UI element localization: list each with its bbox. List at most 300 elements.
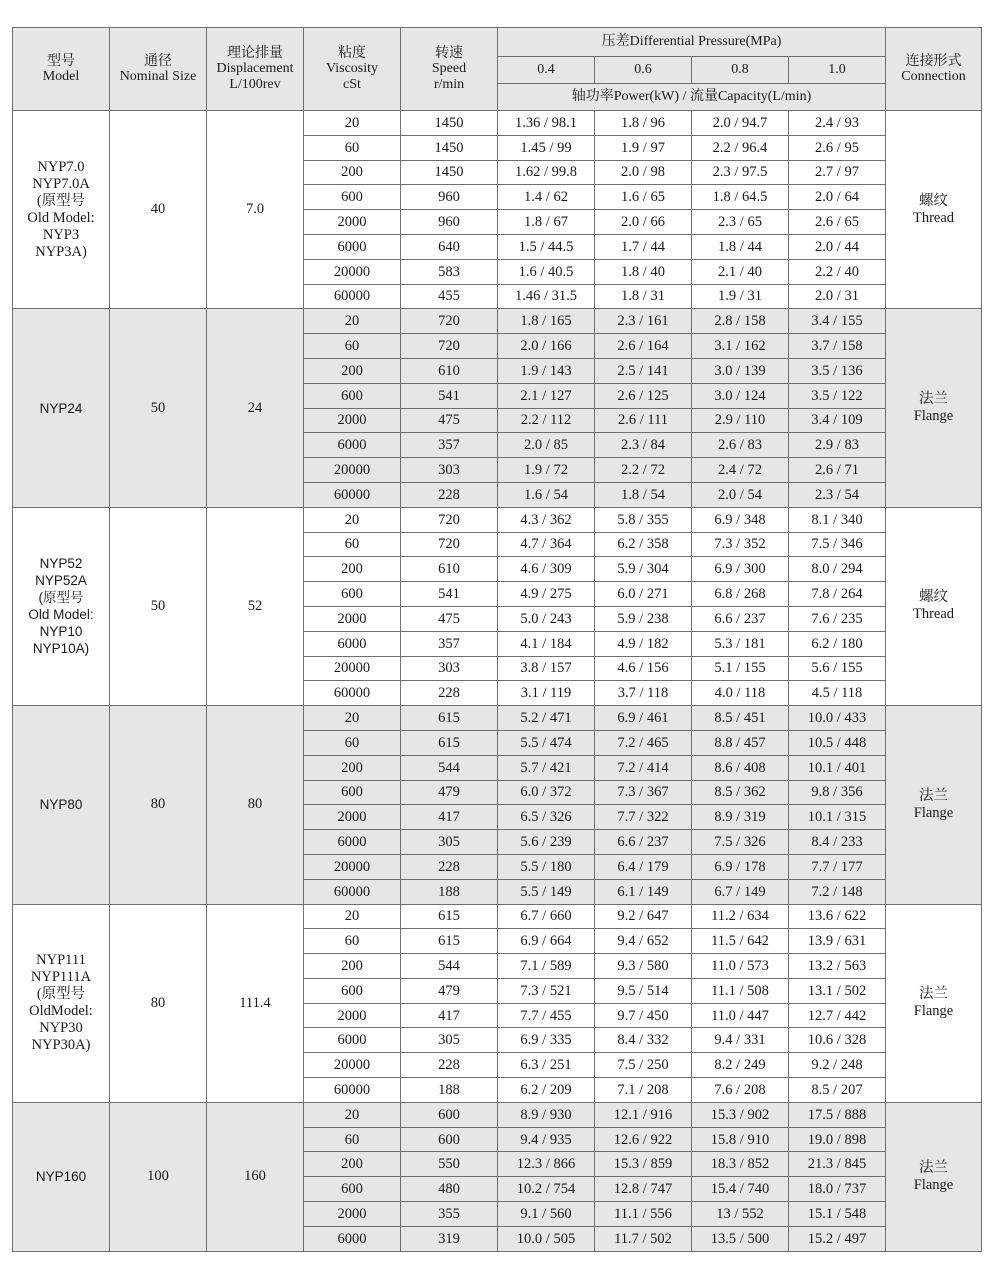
nominal-size-cell: 40 <box>110 111 207 309</box>
model-line: NYP10 <box>39 624 83 640</box>
value-cell-0.4: 4.6 / 309 <box>498 557 595 582</box>
viscosity-cell: 60000 <box>304 879 401 904</box>
header-differential-pressure: 压差Differential Pressure(MPa) <box>498 28 886 57</box>
value-cell-1.0: 13.9 / 631 <box>789 929 886 954</box>
value-cell-0.4: 5.2 / 471 <box>498 706 595 731</box>
value-cell-1.0: 7.6 / 235 <box>789 606 886 631</box>
viscosity-cell: 200 <box>304 954 401 979</box>
table-body <box>13 111 982 1252</box>
connection-cell <box>886 111 982 309</box>
viscosity-cell: 6000 <box>304 1028 401 1053</box>
value-cell-0.8: 8.6 / 408 <box>692 755 789 780</box>
speed-cell: 615 <box>401 929 498 954</box>
value-cell-0.4: 5.5 / 474 <box>498 730 595 755</box>
value-cell-0.8: 8.5 / 362 <box>692 780 789 805</box>
value-cell-0.4: 5.6 / 239 <box>498 830 595 855</box>
viscosity-cell: 60000 <box>304 1078 401 1103</box>
value-cell-0.8: 8.9 / 319 <box>692 805 789 830</box>
value-cell-0.8: 8.8 / 457 <box>692 730 789 755</box>
value-cell-0.4: 2.0 / 85 <box>498 433 595 458</box>
speed-cell: 475 <box>401 408 498 433</box>
viscosity-cell: 20 <box>304 111 401 136</box>
value-cell-0.8: 11.0 / 573 <box>692 954 789 979</box>
value-cell-0.4: 6.5 / 326 <box>498 805 595 830</box>
value-cell-0.4: 1.6 / 40.5 <box>498 259 595 284</box>
model-line: NYP3A) <box>35 243 87 260</box>
speed-cell: 610 <box>401 557 498 582</box>
value-cell-0.4: 1.46 / 31.5 <box>498 284 595 309</box>
value-cell-1.0: 3.4 / 109 <box>789 408 886 433</box>
header-connection <box>886 28 982 111</box>
viscosity-cell: 20 <box>304 507 401 532</box>
value-cell-0.4: 4.9 / 275 <box>498 582 595 607</box>
value-cell-0.8: 8.5 / 451 <box>692 706 789 731</box>
value-cell-0.6: 9.5 / 514 <box>595 978 692 1003</box>
value-cell-0.4: 1.4 / 62 <box>498 185 595 210</box>
value-cell-0.8: 2.0 / 54 <box>692 482 789 507</box>
speed-cell: 1450 <box>401 111 498 136</box>
nominal-size-cell: 80 <box>110 904 207 1102</box>
header-displacement-en: Displacement <box>216 61 294 76</box>
viscosity-cell: 600 <box>304 582 401 607</box>
value-cell-1.0: 18.0 / 737 <box>789 1177 886 1202</box>
model-line: (原型号 <box>36 986 86 1003</box>
value-cell-1.0: 8.1 / 340 <box>789 507 886 532</box>
speed-cell: 480 <box>401 1177 498 1202</box>
value-cell-0.8: 7.5 / 326 <box>692 830 789 855</box>
nominal-size-cell: 50 <box>110 309 207 507</box>
value-cell-0.4: 3.8 / 157 <box>498 656 595 681</box>
speed-cell: 479 <box>401 978 498 1003</box>
value-cell-0.6: 3.7 / 118 <box>595 681 692 706</box>
speed-cell: 188 <box>401 879 498 904</box>
pump-spec-table <box>12 27 982 1252</box>
value-cell-0.6: 2.0 / 98 <box>595 160 692 185</box>
header-displacement <box>207 28 304 111</box>
connection-cell <box>886 507 982 705</box>
value-cell-0.8: 1.8 / 44 <box>692 234 789 259</box>
value-cell-0.8: 15.8 / 910 <box>692 1127 789 1152</box>
connection-cell <box>886 706 982 904</box>
value-cell-1.0: 2.0 / 44 <box>789 234 886 259</box>
value-cell-0.8: 2.9 / 110 <box>692 408 789 433</box>
model-line: NYP30A) <box>31 1037 91 1054</box>
speed-cell: 303 <box>401 458 498 483</box>
speed-cell: 417 <box>401 1003 498 1028</box>
model-line: NYP111 <box>36 952 86 969</box>
speed-cell: 720 <box>401 532 498 557</box>
speed-cell: 1450 <box>401 160 498 185</box>
viscosity-cell: 2000 <box>304 408 401 433</box>
value-cell-1.0: 21.3 / 845 <box>789 1152 886 1177</box>
value-cell-0.8: 2.2 / 96.4 <box>692 135 789 160</box>
viscosity-cell: 200 <box>304 1152 401 1177</box>
speed-cell: 615 <box>401 706 498 731</box>
header-viscosity-unit: cSt <box>343 77 361 92</box>
speed-cell: 544 <box>401 954 498 979</box>
model-line: (原型号 <box>38 590 84 606</box>
value-cell-0.4: 5.7 / 421 <box>498 755 595 780</box>
value-cell-0.4: 7.1 / 589 <box>498 954 595 979</box>
speed-cell: 544 <box>401 755 498 780</box>
value-cell-0.6: 1.6 / 65 <box>595 185 692 210</box>
value-cell-0.6: 2.6 / 125 <box>595 383 692 408</box>
value-cell-0.6: 2.3 / 161 <box>595 309 692 334</box>
value-cell-0.8: 8.2 / 249 <box>692 1053 789 1078</box>
header-viscosity-cn: 粘度 <box>338 45 366 61</box>
speed-cell: 228 <box>401 681 498 706</box>
value-cell-1.0: 2.6 / 65 <box>789 210 886 235</box>
header-speed-cn: 转速 <box>435 45 463 61</box>
displacement-cell: 7.0 <box>207 111 304 309</box>
header-nominal-cn: 通径 <box>144 53 172 69</box>
speed-cell: 640 <box>401 234 498 259</box>
value-cell-1.0: 8.4 / 233 <box>789 830 886 855</box>
header-speed <box>401 28 498 111</box>
value-cell-1.0: 2.0 / 31 <box>789 284 886 309</box>
viscosity-cell: 20 <box>304 1102 401 1127</box>
viscosity-cell: 600 <box>304 780 401 805</box>
value-cell-0.4: 6.2 / 209 <box>498 1078 595 1103</box>
value-cell-0.6: 8.4 / 332 <box>595 1028 692 1053</box>
table-row <box>13 706 982 731</box>
value-cell-0.6: 6.9 / 461 <box>595 706 692 731</box>
viscosity-cell: 20 <box>304 309 401 334</box>
value-cell-0.4: 1.8 / 165 <box>498 309 595 334</box>
header-nominal-size <box>110 28 207 111</box>
value-cell-0.8: 2.6 / 83 <box>692 433 789 458</box>
speed-cell: 355 <box>401 1202 498 1227</box>
value-cell-0.8: 11.2 / 634 <box>692 904 789 929</box>
speed-cell: 479 <box>401 780 498 805</box>
value-cell-0.6: 11.7 / 502 <box>595 1226 692 1251</box>
value-cell-0.4: 1.45 / 99 <box>498 135 595 160</box>
value-cell-0.4: 2.0 / 166 <box>498 334 595 359</box>
speed-cell: 303 <box>401 656 498 681</box>
header-model-cn: 型号 <box>47 53 75 69</box>
header-speed-en: Speed <box>431 61 467 76</box>
value-cell-0.4: 6.3 / 251 <box>498 1053 595 1078</box>
value-cell-0.8: 11.5 / 642 <box>692 929 789 954</box>
displacement-cell: 80 <box>207 706 304 904</box>
header-connection-en: Connection <box>901 69 966 84</box>
value-cell-1.0: 8.5 / 207 <box>789 1078 886 1103</box>
value-cell-1.0: 13.1 / 502 <box>789 978 886 1003</box>
value-cell-0.8: 15.4 / 740 <box>692 1177 789 1202</box>
header-pressure-2: 0.8 <box>692 57 789 84</box>
value-cell-1.0: 2.6 / 71 <box>789 458 886 483</box>
displacement-cell: 52 <box>207 507 304 705</box>
connection-en: Flange <box>913 1176 954 1193</box>
viscosity-cell: 20 <box>304 706 401 731</box>
value-cell-0.4: 1.5 / 44.5 <box>498 234 595 259</box>
connection-cn: 法兰 <box>919 1159 949 1176</box>
viscosity-cell: 60000 <box>304 681 401 706</box>
model-cell <box>13 507 110 705</box>
connection-cn: 螺纹 <box>919 192 949 209</box>
viscosity-cell: 200 <box>304 160 401 185</box>
viscosity-cell: 20 <box>304 904 401 929</box>
value-cell-0.6: 7.2 / 465 <box>595 730 692 755</box>
value-cell-0.6: 1.8 / 31 <box>595 284 692 309</box>
model-cell <box>13 309 110 507</box>
value-cell-1.0: 7.7 / 177 <box>789 854 886 879</box>
table-row <box>13 309 982 334</box>
value-cell-0.6: 9.2 / 647 <box>595 904 692 929</box>
value-cell-0.6: 2.3 / 84 <box>595 433 692 458</box>
value-cell-1.0: 10.6 / 328 <box>789 1028 886 1053</box>
value-cell-0.6: 15.3 / 859 <box>595 1152 692 1177</box>
value-cell-0.8: 7.3 / 352 <box>692 532 789 557</box>
value-cell-0.4: 4.1 / 184 <box>498 631 595 656</box>
value-cell-1.0: 2.7 / 97 <box>789 160 886 185</box>
value-cell-0.6: 7.1 / 208 <box>595 1078 692 1103</box>
value-cell-0.6: 2.6 / 164 <box>595 334 692 359</box>
value-cell-0.4: 6.0 / 372 <box>498 780 595 805</box>
value-cell-1.0: 2.6 / 95 <box>789 135 886 160</box>
value-cell-0.8: 3.0 / 139 <box>692 358 789 383</box>
value-cell-1.0: 9.8 / 356 <box>789 780 886 805</box>
speed-cell: 541 <box>401 582 498 607</box>
model-line: NYP160 <box>35 1169 87 1185</box>
value-cell-0.6: 12.8 / 747 <box>595 1177 692 1202</box>
value-cell-0.4: 1.9 / 143 <box>498 358 595 383</box>
viscosity-cell: 20000 <box>304 1053 401 1078</box>
value-cell-0.8: 5.3 / 181 <box>692 631 789 656</box>
viscosity-cell: 20000 <box>304 656 401 681</box>
value-cell-1.0: 5.6 / 155 <box>789 656 886 681</box>
viscosity-cell: 6000 <box>304 1226 401 1251</box>
value-cell-0.6: 2.5 / 141 <box>595 358 692 383</box>
speed-cell: 720 <box>401 309 498 334</box>
connection-cn: 法兰 <box>919 787 949 804</box>
connection-cn: 法兰 <box>919 986 949 1003</box>
table-row <box>13 507 982 532</box>
value-cell-0.4: 6.9 / 335 <box>498 1028 595 1053</box>
value-cell-1.0: 19.0 / 898 <box>789 1127 886 1152</box>
value-cell-0.8: 6.9 / 300 <box>692 557 789 582</box>
value-cell-1.0: 10.0 / 433 <box>789 706 886 731</box>
value-cell-0.6: 11.1 / 556 <box>595 1202 692 1227</box>
value-cell-1.0: 15.2 / 497 <box>789 1226 886 1251</box>
speed-cell: 600 <box>401 1127 498 1152</box>
value-cell-0.8: 2.3 / 65 <box>692 210 789 235</box>
table-row <box>13 1102 982 1127</box>
value-cell-0.4: 7.7 / 455 <box>498 1003 595 1028</box>
value-cell-0.6: 1.8 / 54 <box>595 482 692 507</box>
nominal-size-cell: 100 <box>110 1102 207 1251</box>
viscosity-cell: 60 <box>304 334 401 359</box>
value-cell-0.8: 3.0 / 124 <box>692 383 789 408</box>
speed-cell: 583 <box>401 259 498 284</box>
value-cell-0.6: 7.7 / 322 <box>595 805 692 830</box>
connection-en: Thread <box>912 606 955 623</box>
value-cell-0.6: 7.3 / 367 <box>595 780 692 805</box>
value-cell-1.0: 13.6 / 622 <box>789 904 886 929</box>
value-cell-0.4: 2.1 / 127 <box>498 383 595 408</box>
value-cell-1.0: 15.1 / 548 <box>789 1202 886 1227</box>
connection-cell <box>886 1102 982 1251</box>
value-cell-0.8: 6.7 / 149 <box>692 879 789 904</box>
value-cell-0.6: 2.0 / 66 <box>595 210 692 235</box>
value-cell-0.8: 6.8 / 268 <box>692 582 789 607</box>
model-line: Old Model: <box>27 209 95 226</box>
value-cell-0.8: 9.4 / 331 <box>692 1028 789 1053</box>
value-cell-0.4: 7.3 / 521 <box>498 978 595 1003</box>
header-model-en: Model <box>42 69 80 84</box>
model-line: NYP52 <box>39 556 83 572</box>
value-cell-0.6: 6.6 / 237 <box>595 830 692 855</box>
header-speed-unit: r/min <box>433 77 465 92</box>
value-cell-0.8: 13.5 / 500 <box>692 1226 789 1251</box>
value-cell-0.6: 6.0 / 271 <box>595 582 692 607</box>
model-line: NYP111A <box>30 969 92 986</box>
value-cell-0.4: 2.2 / 112 <box>498 408 595 433</box>
value-cell-0.4: 1.6 / 54 <box>498 482 595 507</box>
value-cell-0.6: 6.2 / 358 <box>595 532 692 557</box>
viscosity-cell: 6000 <box>304 631 401 656</box>
value-cell-0.8: 6.6 / 237 <box>692 606 789 631</box>
viscosity-cell: 60 <box>304 532 401 557</box>
header-connection-cn: 连接形式 <box>905 53 962 69</box>
viscosity-cell: 600 <box>304 1177 401 1202</box>
viscosity-cell: 200 <box>304 755 401 780</box>
speed-cell: 720 <box>401 334 498 359</box>
speed-cell: 1450 <box>401 135 498 160</box>
value-cell-0.4: 12.3 / 866 <box>498 1152 595 1177</box>
viscosity-cell: 60 <box>304 1127 401 1152</box>
nominal-size-cell: 80 <box>110 706 207 904</box>
value-cell-1.0: 10.1 / 315 <box>789 805 886 830</box>
speed-cell: 305 <box>401 830 498 855</box>
speed-cell: 550 <box>401 1152 498 1177</box>
value-cell-1.0: 3.7 / 158 <box>789 334 886 359</box>
model-line: NYP24 <box>39 400 83 416</box>
viscosity-cell: 6000 <box>304 234 401 259</box>
value-cell-0.6: 1.8 / 40 <box>595 259 692 284</box>
value-cell-0.6: 9.3 / 580 <box>595 954 692 979</box>
value-cell-0.6: 5.9 / 304 <box>595 557 692 582</box>
speed-cell: 960 <box>401 185 498 210</box>
header-pressure-1: 0.6 <box>595 57 692 84</box>
viscosity-cell: 2000 <box>304 805 401 830</box>
value-cell-0.4: 9.1 / 560 <box>498 1202 595 1227</box>
speed-cell: 615 <box>401 904 498 929</box>
viscosity-cell: 20000 <box>304 458 401 483</box>
viscosity-cell: 60 <box>304 730 401 755</box>
value-cell-0.8: 6.9 / 348 <box>692 507 789 532</box>
displacement-cell: 160 <box>207 1102 304 1251</box>
value-cell-1.0: 10.5 / 448 <box>789 730 886 755</box>
value-cell-0.6: 7.5 / 250 <box>595 1053 692 1078</box>
value-cell-0.8: 2.0 / 94.7 <box>692 111 789 136</box>
value-cell-0.4: 4.7 / 364 <box>498 532 595 557</box>
value-cell-1.0: 8.0 / 294 <box>789 557 886 582</box>
model-line: NYP3 <box>42 226 80 243</box>
viscosity-cell: 600 <box>304 383 401 408</box>
speed-cell: 541 <box>401 383 498 408</box>
value-cell-0.6: 5.9 / 238 <box>595 606 692 631</box>
value-cell-0.4: 1.8 / 67 <box>498 210 595 235</box>
speed-cell: 455 <box>401 284 498 309</box>
value-cell-1.0: 2.0 / 64 <box>789 185 886 210</box>
viscosity-cell: 2000 <box>304 1202 401 1227</box>
connection-cn: 螺纹 <box>919 589 949 606</box>
value-cell-0.4: 10.0 / 505 <box>498 1226 595 1251</box>
value-cell-0.4: 3.1 / 119 <box>498 681 595 706</box>
connection-en: Flange <box>913 1003 954 1020</box>
value-cell-0.8: 18.3 / 852 <box>692 1152 789 1177</box>
header-nominal-en: Nominal Size <box>119 69 197 84</box>
viscosity-cell: 60000 <box>304 284 401 309</box>
viscosity-cell: 60 <box>304 135 401 160</box>
viscosity-cell: 20000 <box>304 854 401 879</box>
value-cell-0.8: 3.1 / 162 <box>692 334 789 359</box>
value-cell-0.8: 7.6 / 208 <box>692 1078 789 1103</box>
speed-cell: 357 <box>401 631 498 656</box>
model-line: NYP80 <box>39 797 83 813</box>
viscosity-cell: 2000 <box>304 210 401 235</box>
model-line: NYP52A <box>35 573 87 589</box>
value-cell-0.8: 1.9 / 31 <box>692 284 789 309</box>
value-cell-0.6: 1.8 / 96 <box>595 111 692 136</box>
value-cell-0.4: 8.9 / 930 <box>498 1102 595 1127</box>
value-cell-0.8: 5.1 / 155 <box>692 656 789 681</box>
model-line: (原型号 <box>36 192 86 209</box>
header-viscosity-en: Viscosity <box>325 61 379 76</box>
value-cell-0.6: 9.4 / 652 <box>595 929 692 954</box>
model-line: NYP7.0 <box>37 158 85 175</box>
header-power-capacity: 轴功率Power(kW) / 流量Capacity(L/min) <box>498 84 886 111</box>
value-cell-0.4: 1.62 / 99.8 <box>498 160 595 185</box>
value-cell-1.0: 3.4 / 155 <box>789 309 886 334</box>
value-cell-0.8: 13 / 552 <box>692 1202 789 1227</box>
value-cell-1.0: 12.7 / 442 <box>789 1003 886 1028</box>
speed-cell: 228 <box>401 854 498 879</box>
viscosity-cell: 600 <box>304 978 401 1003</box>
value-cell-1.0: 17.5 / 888 <box>789 1102 886 1127</box>
model-line: NYP7.0A <box>32 175 90 192</box>
speed-cell: 615 <box>401 730 498 755</box>
header-viscosity <box>304 28 401 111</box>
value-cell-0.6: 12.6 / 922 <box>595 1127 692 1152</box>
viscosity-cell: 200 <box>304 557 401 582</box>
displacement-cell: 111.4 <box>207 904 304 1102</box>
value-cell-0.6: 4.6 / 156 <box>595 656 692 681</box>
value-cell-1.0: 3.5 / 122 <box>789 383 886 408</box>
viscosity-cell: 600 <box>304 185 401 210</box>
speed-cell: 600 <box>401 1102 498 1127</box>
value-cell-1.0: 4.5 / 118 <box>789 681 886 706</box>
model-cell <box>13 1102 110 1251</box>
value-cell-0.6: 2.2 / 72 <box>595 458 692 483</box>
table-row <box>13 904 982 929</box>
value-cell-0.6: 9.7 / 450 <box>595 1003 692 1028</box>
model-cell <box>13 706 110 904</box>
value-cell-0.4: 10.2 / 754 <box>498 1177 595 1202</box>
value-cell-0.4: 5.0 / 243 <box>498 606 595 631</box>
value-cell-0.8: 2.1 / 40 <box>692 259 789 284</box>
header-pressure-0: 0.4 <box>498 57 595 84</box>
value-cell-0.8: 2.8 / 158 <box>692 309 789 334</box>
nominal-size-cell: 50 <box>110 507 207 705</box>
value-cell-0.8: 6.9 / 178 <box>692 854 789 879</box>
model-line: OldModel: <box>29 1003 93 1020</box>
value-cell-0.6: 4.9 / 182 <box>595 631 692 656</box>
value-cell-0.6: 6.1 / 149 <box>595 879 692 904</box>
value-cell-0.6: 7.2 / 414 <box>595 755 692 780</box>
speed-cell: 960 <box>401 210 498 235</box>
